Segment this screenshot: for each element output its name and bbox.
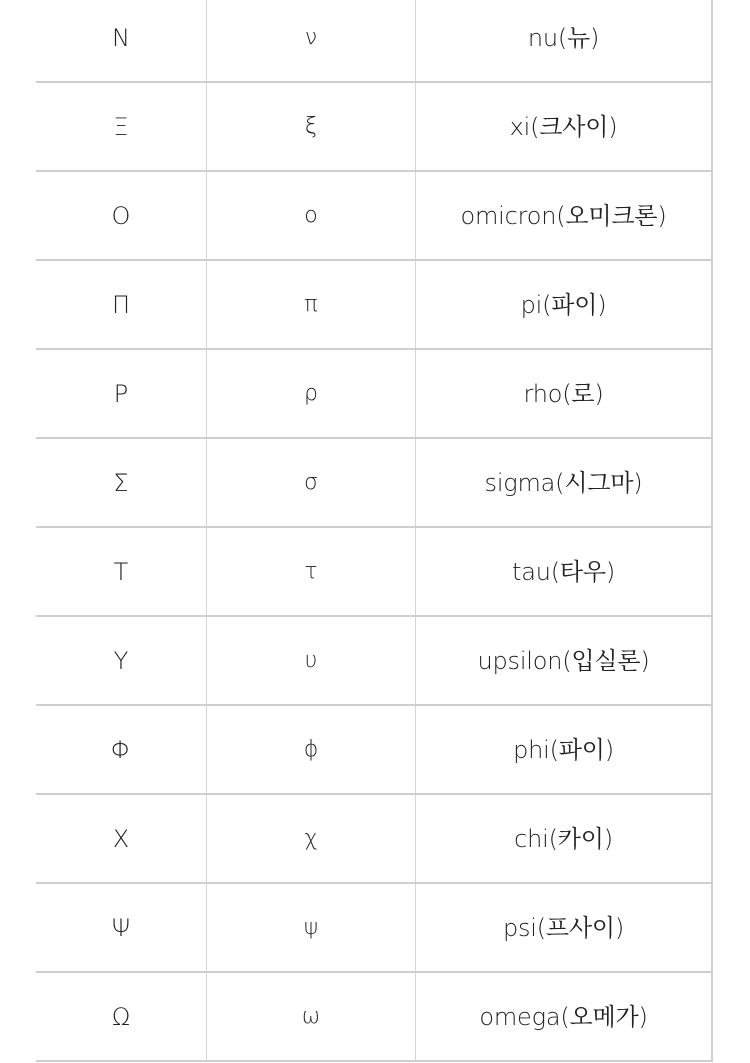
letter-name-cell: chi(카이) [416, 794, 713, 883]
lowercase-letter-cell: υ [207, 616, 416, 705]
letter-name-cell: nu(뉴) [416, 0, 713, 82]
lowercase-letter-cell: ψ [207, 883, 416, 972]
letter-name-cell: omicron(오미크론) [416, 171, 713, 260]
letter-name-cell: upsilon(입실론) [416, 616, 713, 705]
table-row [36, 705, 712, 794]
letter-name-cell: omega(오메가) [416, 972, 713, 1061]
greek-alphabet-table [36, 0, 713, 1062]
lowercase-letter-cell: ν [207, 0, 416, 82]
table-row [36, 794, 712, 883]
table-row [36, 972, 712, 1061]
lowercase-letter-cell: τ [207, 527, 416, 616]
letter-name-cell: pi(파이) [416, 260, 713, 349]
uppercase-letter-cell: Σ [36, 438, 207, 527]
uppercase-letter-cell: X [36, 794, 207, 883]
letter-name-cell: tau(타우) [416, 527, 713, 616]
uppercase-letter-cell: Ψ [36, 883, 207, 972]
lowercase-letter-cell: ω [207, 972, 416, 1061]
table-row [36, 260, 712, 349]
table-row [36, 349, 712, 438]
lowercase-letter-cell: σ [207, 438, 416, 527]
letter-name-cell: phi(파이) [416, 705, 713, 794]
lowercase-letter-cell: ξ [207, 82, 416, 171]
lowercase-letter-cell: ρ [207, 349, 416, 438]
uppercase-letter-cell: Ω [36, 972, 207, 1061]
letter-name-cell: rho(로) [416, 349, 713, 438]
table-row [36, 616, 712, 705]
uppercase-letter-cell: Ξ [36, 82, 207, 171]
table-row [36, 171, 712, 260]
uppercase-letter-cell: Π [36, 260, 207, 349]
uppercase-letter-cell: Φ [36, 705, 207, 794]
letter-name-cell: sigma(시그마) [416, 438, 713, 527]
letter-name-cell: xi(크사이) [416, 82, 713, 171]
table-row [36, 82, 712, 171]
letter-name-cell: psi(프사이) [416, 883, 713, 972]
table-row [36, 527, 712, 616]
table-row [36, 438, 712, 527]
uppercase-letter-cell: N [36, 0, 207, 82]
uppercase-letter-cell: T [36, 527, 207, 616]
lowercase-letter-cell: ο [207, 171, 416, 260]
uppercase-letter-cell: Y [36, 616, 207, 705]
table-row [36, 883, 712, 972]
uppercase-letter-cell: O [36, 171, 207, 260]
lowercase-letter-cell: ϕ [207, 705, 416, 794]
lowercase-letter-cell: χ [207, 794, 416, 883]
greek-alphabet-table-body [36, 0, 712, 1061]
uppercase-letter-cell: P [36, 349, 207, 438]
table-row [36, 0, 712, 82]
lowercase-letter-cell: π [207, 260, 416, 349]
